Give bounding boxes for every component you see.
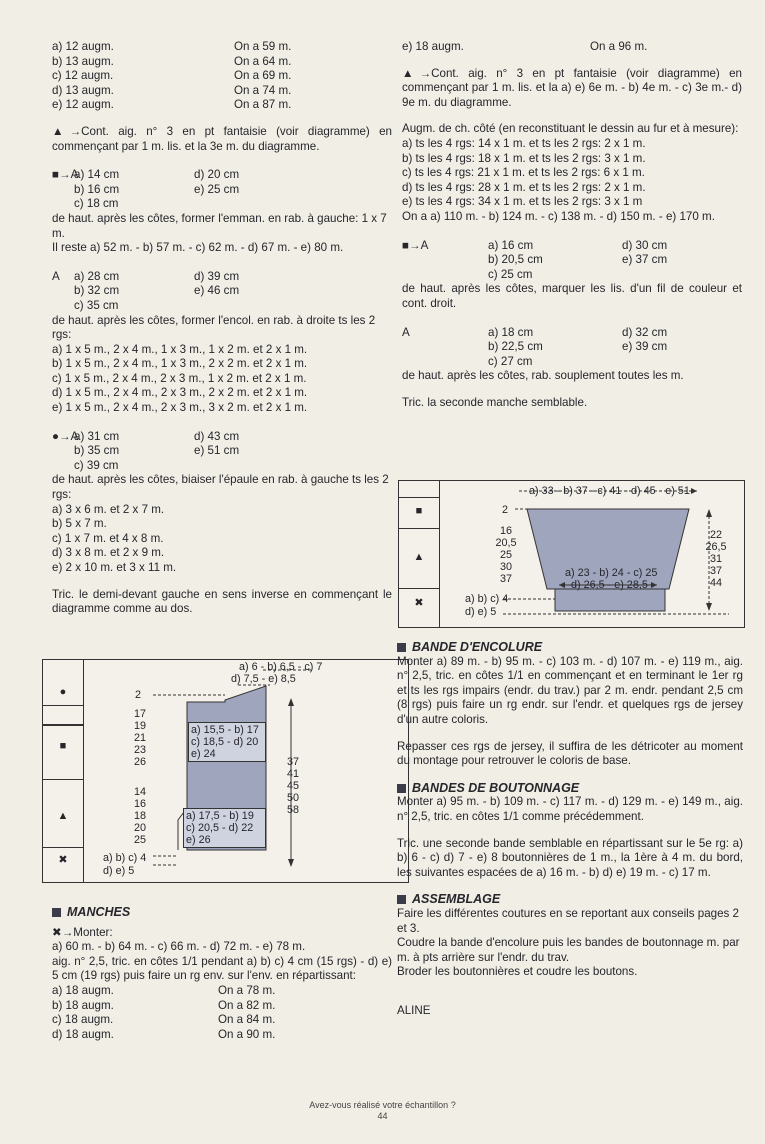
list-item: a) 1 x 5 m., 2 x 4 m., 1 x 3 m., 1 x 2 m. et 2 x 1 m. — [52, 342, 308, 356]
top-measure: a) 33 - b) 37 - c) 41 - d) 45 - e) 51 — [529, 485, 690, 497]
measurement-block: A a) 28 cm d) 39 cm b) 32 cm e) 46 cm c) 35 cm — [52, 269, 240, 312]
tick-label: 2 — [135, 689, 142, 701]
section-heading: BANDES DE BOUTONNAGE — [397, 781, 743, 796]
cross-symbol: ✖ — [414, 597, 424, 609]
list-item: b) 13 augm. On a 64 m. — [52, 54, 292, 68]
triangle-symbol: ▲ — [57, 810, 69, 822]
measure-symbol: ●→A — [52, 429, 79, 443]
list-item: d) 13 augm. On a 74 m. — [52, 83, 292, 97]
list-item: c) 1 x 5 m., 2 x 4 m., 2 x 3 m., 1 x 2 m. et 2 x 1 m. — [52, 371, 307, 385]
front-diagram — [42, 659, 409, 883]
square-symbol: ■ — [415, 505, 423, 517]
right-column-bottom — [397, 640, 743, 1018]
list-item: a) 3 x 6 m. et 2 x 7 m. — [52, 502, 165, 516]
footer-note: Avez-vous réalisé votre échantillon ? — [309, 1100, 456, 1110]
measurement-block: ●→A a) 31 cm d) 43 cm b) 35 cm e) 51 cm c) 39 cm — [52, 429, 240, 472]
bullet-square-icon — [397, 784, 406, 793]
bullet-square-icon — [397, 895, 406, 904]
list-item: e) 12 augm. On a 87 m. — [52, 98, 292, 112]
count-list — [52, 40, 392, 113]
rib-measure: a) b) c) 4 — [103, 852, 147, 864]
measure-symbol: A — [402, 325, 410, 339]
row-tick-group: 17 19 21 23 26 — [133, 708, 146, 768]
list-item: c) ts les 4 rgs: 21 x 1 m. et ts les 2 rgs: 6 x 1 m. — [402, 166, 645, 180]
list-item: c) 12 augm. On a 69 m. — [52, 69, 292, 83]
height-measures: 22 26,5 31 37 44 — [705, 529, 727, 589]
measure-box: a) 15,5 - b) 17 c) 18,5 - d) 20 e) 24 — [188, 722, 266, 762]
paragraph: de haut. après les côtes, former l'encol. en rab. à droite ts les 2 rgs: — [52, 313, 376, 342]
rib-measure: d) e) 5 — [465, 606, 497, 618]
list-item: b) 1 x 5 m., 2 x 4 m., 1 x 3 m., 2 x 2 m. et 2 x 1 m. — [52, 357, 308, 371]
list-item: d) 3 x 8 m. et 2 x 9 m. — [52, 546, 165, 560]
paragraph: de haut. après les côtes, former l'emman. en rab. à gauche: 1 x 7 m. — [52, 211, 387, 240]
front-shape — [43, 660, 408, 882]
list-item: e) ts les 4 rgs: 34 x 1 m. et ts les 2 rgs: 3 x 1 m — [402, 195, 643, 209]
list-item: e) 18 augm. On a 96 m. — [402, 40, 648, 53]
paragraph: Monter a) 95 m. - b) 109 m. - c) 117 m. - d) 129 m. - e) 149 m., aig. n° 2,5, tric. en côtes 1/1 comme précédemment. — [397, 795, 743, 823]
rib-measure: a) b) c) 4 — [465, 593, 509, 605]
bullet-square-icon — [397, 643, 406, 652]
height-measures: 37 41 45 50 58 — [287, 756, 300, 816]
paragraph: Broder les boutonnières et coudre les boutons. — [397, 965, 638, 979]
page-number: 44 — [377, 1111, 388, 1121]
width-measure: d) 26,5 - e) 28,5 — [571, 579, 648, 591]
top-measure: a) 6 - b) 6,5 - c) 7 — [239, 661, 323, 673]
tick-label: 2 — [502, 504, 509, 516]
section-heading: ASSEMBLAGE — [397, 892, 743, 907]
measure-symbol: A — [52, 269, 60, 283]
circle-symbol: ● — [59, 686, 67, 698]
measure-symbol: ■→A — [402, 238, 429, 252]
paragraph: Il reste a) 52 m. - b) 57 m. - c) 62 m. - d) 67 m. - e) 80 m. — [52, 241, 344, 255]
paragraph: Faire les différentes coutures en se reportant aux conseils pages 2 et 3. — [397, 906, 739, 935]
paragraph: de haut. après les côtes, biaiser l'épaule en rab. à gauche ts les 2 rgs: — [52, 473, 389, 502]
left-column — [52, 40, 392, 617]
square-symbol: ■ — [59, 740, 67, 752]
row-tick-group: 16 20,5 25 30 37 — [495, 525, 517, 585]
section-heading: BANDE D'ENCOLURE — [397, 640, 743, 655]
top-measure: d) 7,5 - e) 8,5 — [231, 673, 296, 685]
page-footer — [0, 1100, 765, 1122]
list-item: b) 5 x 7 m. — [52, 517, 107, 531]
right-column — [402, 40, 742, 410]
cross-symbol: ✖ — [58, 854, 68, 866]
row-tick-group: 14 16 18 20 25 — [133, 786, 146, 846]
measure-box: a) 17,5 - b) 19 c) 20,5 - d) 22 e) 26 — [183, 808, 266, 848]
paragraph: Coudre la bande d'encolure puis les bandes de boutonnage m. par m. à pts arrière sur l'endr. du trav. — [397, 936, 740, 964]
rib-measure: d) e) 5 — [103, 865, 135, 877]
paragraph: Tric. le demi-devant gauche en sens inverse en commençant le diagramme comme au dos. — [52, 587, 392, 616]
width-measure: a) 23 - b) 24 - c) 25 — [565, 567, 658, 579]
measurement-block: ■→A a) 14 cm d) 20 cm b) 16 cm e) 25 cm c) 18 cm — [52, 168, 240, 211]
paragraph: Tric. la seconde manche semblable. — [402, 395, 588, 409]
paragraph: Monter a) 89 m. - b) 95 m. - c) 103 m. - d) 107 m. - e) 119 m., aig. n° 2,5, tric. en côtes 1/1 en commençant et en terminant le 1er rg et ts les rgs impairs (endr. du trav.) par 2 m. endr. pendant 2,5 cm (8 rgs) puis faire un rg endr. sur l'endr. et quelques rgs de jersey d'un autre coloris. — [397, 654, 743, 726]
paragraph: ▲→Cont. aig. n° 3 en pt fantaisie (voir diagramme) en commençant par 1 m. lis. et la a) e) 6e m. - b) 4e m. - c) 3e m.- d) 9e m. du diagramme. — [402, 66, 742, 109]
paragraph: Tric. une seconde bande semblable en répartissant sur le 5e rg: a) b) 6 - c) d) 7 - e) 8 boutonnières de 1 m., la 1ère à 4 m. du bord, les suivantes espacées de a) 16 m. - b) d) e) 19 m. - c) 17 m. — [397, 836, 743, 879]
list-item: c) 18 augm. On a 84 m. — [52, 1013, 276, 1027]
list-item: d) ts les 4 rgs: 28 x 1 m. et ts les 2 rgs: 2 x 1 m. — [402, 180, 646, 194]
sleeve-shape — [399, 481, 744, 627]
measure-symbol: ■→A — [52, 168, 79, 182]
bullet-square-icon — [52, 908, 61, 917]
section-heading: MANCHES — [52, 905, 392, 920]
paragraph: ✖→Monter: — [52, 925, 113, 939]
list-item: c) 1 x 7 m. et 4 x 8 m. — [52, 531, 164, 545]
paragraph: Augm. de ch. côté (en reconstituant le dessin au fur et à mesure): — [402, 122, 739, 136]
left-column-bottom — [52, 905, 392, 1042]
list-item: a) ts les 4 rgs: 14 x 1 m. et ts les 2 rgs: 2 x 1 m. — [402, 136, 646, 150]
paragraph: de haut. après les côtes, rab. souplement toutes les m. — [402, 369, 684, 383]
list-item: b) ts les 4 rgs: 18 x 1 m. et ts les 2 rgs: 3 x 1 m. — [402, 151, 646, 165]
triangle-symbol: ▲ — [413, 551, 425, 563]
list-item: d) 1 x 5 m., 2 x 4 m., 2 x 3 m., 2 x 2 m. et 2 x 1 m. — [52, 386, 308, 400]
paragraph: aig. n° 2,5, tric. en côtes 1/1 pendant a) b) c) 4 cm (15 rgs) - d) e) 5 cm (19 rgs) puis faire un rg env. sur l'env. en répartissant: — [52, 954, 392, 983]
paragraph: de haut. après les côtes, marquer les lis. d'un fil de couleur et cont. droit. — [402, 282, 742, 310]
sleeve-diagram — [398, 480, 745, 628]
list-item: d) 18 augm. On a 90 m. — [52, 1027, 276, 1041]
list-item: a) 12 augm. On a 59 m. — [52, 40, 292, 53]
list-item: b) 18 augm. On a 82 m. — [52, 998, 276, 1012]
list-item: e) 1 x 5 m., 2 x 4 m., 2 x 3 m., 3 x 2 m. et 2 x 1 m. — [52, 401, 308, 415]
paragraph: ▲→Cont. aig. n° 3 en pt fantaisie (voir diagramme) en commençant par 1 m. lis. et la 3e m. du diagramme. — [52, 124, 392, 153]
signature: ALINE — [397, 1003, 431, 1017]
measurement-block: ■→A a) 16 cm d) 30 cm b) 20,5 cm e) 37 cm c) 25 cm — [402, 238, 668, 281]
measurement-block: A a) 18 cm d) 32 cm b) 22,5 cm e) 39 cm c) 27 cm — [402, 325, 668, 368]
paragraph: a) 60 m. - b) 64 m. - c) 66 m. - d) 72 m. - e) 78 m. — [52, 940, 306, 954]
list-item: e) 2 x 10 m. et 3 x 11 m. — [52, 561, 177, 574]
paragraph: Repasser ces rgs de jersey, il suffira de les détricoter au moment du montage pour retrouver le coloris de base. — [397, 739, 743, 768]
paragraph: On a a) 110 m. - b) 124 m. - c) 138 m. - d) 150 m. - e) 170 m. — [402, 209, 715, 223]
list-item: a) 18 augm. On a 78 m. — [52, 983, 276, 997]
